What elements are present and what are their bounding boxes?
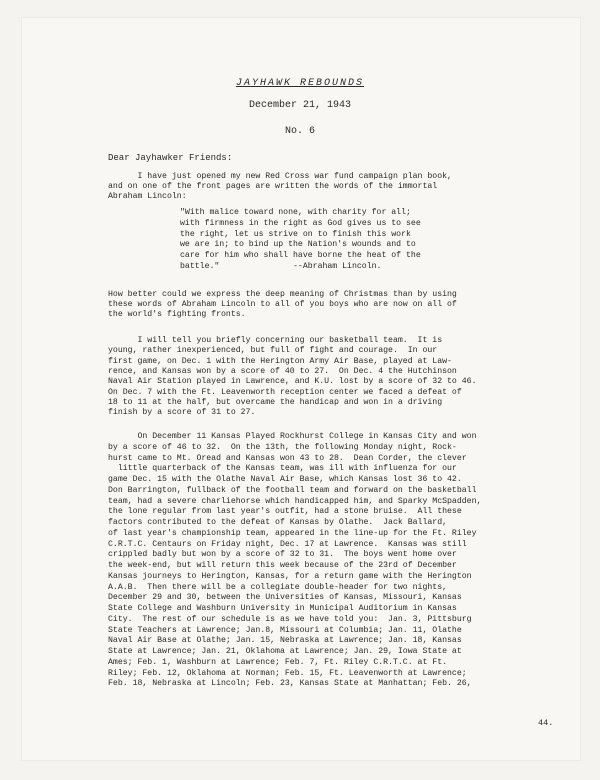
quote-line: the right, let us strive on to finish this work	[180, 229, 411, 239]
paragraph-line: Riley; Feb. 12, Oklahoma at Norman; Feb. 15, Ft. Leavenworth at Lawrence;	[108, 668, 467, 678]
paragraph-line: finish by a score of 31 to 27.	[108, 408, 256, 418]
paragraph-line: 18 to 11 at the half, but overcame the handicap and won in a driving	[108, 397, 443, 407]
paragraph-line: the lone regular from last year's outfit, had a stone bruise. All these	[108, 507, 462, 517]
paragraph-line: game Dec. 15 with the Olathe Naval Air Base, which Kansas lost 36 to 42.	[108, 475, 462, 484]
issue-number: No. 6	[284, 126, 315, 137]
paragraph-line: Kansas journeys to Herington, Kansas, for a return game with the Herington	[108, 571, 472, 581]
paragraph-line: A.A.B. Then there will be a collegiate double-header for two nights,	[108, 582, 448, 592]
paragraph-line: How better could we express the deep meaning of Christmas than by using	[108, 290, 457, 299]
paragraph-line: hurst came to Mt. Oread and Kansas won 43 to 28. Dean Corder, the clever	[108, 453, 467, 463]
paragraph-line: I will tell you briefly concerning our basketball team. It is	[108, 336, 443, 345]
paragraph-line: and on one of the front pages are written the words of the immortal	[108, 182, 438, 192]
quote-line: care for him who shall have borne the heat of the	[180, 251, 421, 261]
paragraph-line: State Teachers at Lawrence; Jan.8, Missouri at Columbia; Jan. 11, Olathe	[108, 625, 462, 635]
paragraph-line: factors contributed to the defeat of Kansas by Olathe. Jack Ballard,	[108, 518, 448, 527]
paragraph-line: little quarterback of the Kansas team, was ill with influenza for our	[108, 464, 457, 474]
quote-line: battle." --Abraham Lincoln.	[180, 262, 382, 271]
paragraph-line: Abraham Lincoln:	[108, 192, 187, 202]
paragraph-line: On Dec. 7 with the Ft. Leavenworth reception center we faced a defeat of	[108, 387, 462, 397]
paragraph-line: City. The rest of our schedule is as we have told you: Jan. 3, Pittsburg	[108, 614, 472, 624]
paragraph-line: crippled badly but won by a score of 32 to 31. The boys went home over	[108, 550, 457, 560]
paragraph-line: C.R.T.C. Centaurs on Friday night, Dec. 17 at Lawrence. Kansas was still	[108, 539, 467, 549]
paragraph-line: Naval Air Station played in Lawrence, and K.U. lost by a score of 32 to 46.	[108, 377, 477, 387]
paragraph-line: by a score of 46 to 32. On the 13th, the following Monday night, Rock-	[108, 442, 457, 452]
salutation: Dear Jayhawker Friends:	[108, 153, 233, 163]
paragraph-line: Naval Air Base at Olathe; Jan. 15, Nebraska at Lawrence; Jan. 18, Kansas	[108, 636, 462, 646]
quote-line: we are in; to bind up the Nation's wounds and to	[180, 240, 416, 250]
paragraph-line: the week-end, but will return this week because of the 23rd of December	[108, 561, 457, 570]
paragraph-line: young, rather inexperienced, but full of fight and courage. In our	[108, 346, 438, 356]
paragraph-line: State at Lawrence; Jan. 21, Oklahoma at Lawrence; Jan. 29, Iowa State at	[108, 647, 462, 656]
paragraph-line: these words of Abraham Lincoln to all of you boys who are now on all of	[108, 300, 457, 310]
newsletter-title: JAYHAWK REBOUNDS	[235, 78, 364, 89]
paragraph-line: I have just opened my new Red Cross war fund campaign plan book,	[108, 172, 452, 181]
paragraph-line: Feb. 18, Nebraska at Lincoln; Feb. 23, Kansas State at Manhattan; Feb. 26,	[108, 679, 472, 689]
paragraph-line: On December 11 Kansas Played Rockhurst College in Kansas City and won	[108, 432, 477, 441]
paragraph-line: rence, and Kansas won by a score of 40 to 27. On Dec. 4 the Hutchinson	[108, 366, 457, 376]
paragraph-line: of last year's championship team, appeared in the line-up for the Ft. Riley	[108, 528, 477, 538]
letter-date: December 21, 1943	[248, 100, 352, 111]
paragraph-line: the world's fighting fronts.	[108, 310, 246, 320]
page-number: 44.	[538, 718, 554, 728]
quote-line: "With malice toward none, with charity for all;	[180, 208, 411, 217]
paragraph-line: State College and Washburn University in Municipal Auditorium in Kansas	[108, 604, 457, 613]
paragraph-line: Ames; Feb. 1, Washburn at Lawrence; Feb. 7, Ft. Riley C.R.T.C. at Ft.	[108, 657, 448, 667]
paragraph-line: December 29 and 30, between the Universities of Kansas, Missouri, Kansas	[108, 593, 462, 603]
paragraph-line: Don Barrington, fullback of the football team and forward on the basketball	[108, 485, 477, 495]
quote-line: with firmness in the right as God gives us to see	[180, 218, 421, 228]
paragraph-line: first game, on Dec. 1 with the Herington Army Air Base, played at Law-	[108, 356, 452, 366]
paragraph-line: team, had a severe charliehorse which handicapped him, and Sparky McSpadden,	[108, 496, 482, 506]
